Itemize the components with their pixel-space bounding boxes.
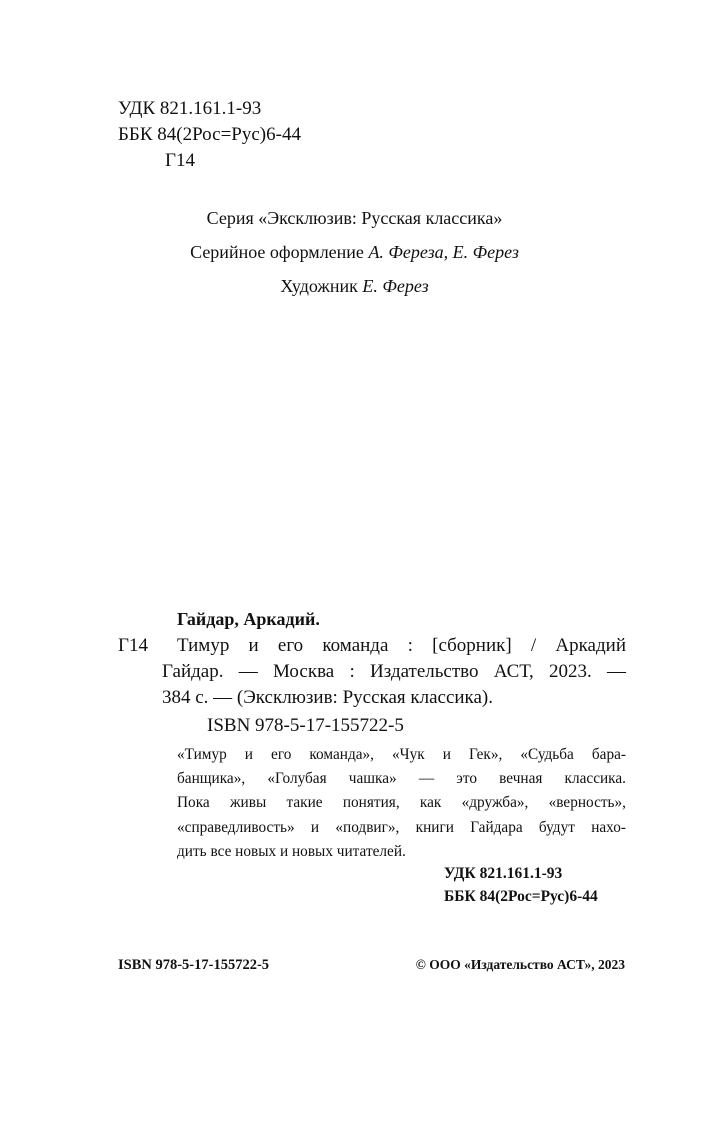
design-names: А. Фереза, Е. Ферез xyxy=(368,242,519,262)
annotation-line-3: Пока живы такие понятия, как «дружба», «верность», xyxy=(177,794,626,812)
catalog-annotation xyxy=(177,743,626,864)
author-mark-top: Г14 xyxy=(165,150,195,171)
catalog-author-heading: Гайдар, Аркадий. xyxy=(177,609,320,629)
annotation-line-5: дить все новых и новых читателей. xyxy=(177,842,406,860)
catalog-udk: УДК 821.161.1-93 xyxy=(444,865,563,882)
footer-isbn: ISBN 978-5-17-155722-5 xyxy=(118,957,270,973)
catalog-bbk: ББК 84(2Рос=Рус)6-44 xyxy=(444,888,598,905)
udk-code-top: УДК 821.161.1-93 xyxy=(118,98,262,119)
annotation-line-4: «справедливость» и «подвиг», книги Гайдара будут нахо- xyxy=(177,818,626,836)
bbk-code-top: ББК 84(2Рос=Рус)6-44 xyxy=(118,124,301,145)
description-line-3: 384 с. — (Эксклюзив: Русская классика). xyxy=(162,687,494,708)
description-line-1: Тимур и его команда : [сборник] / Аркадий xyxy=(177,635,626,656)
catalog-description xyxy=(162,633,626,711)
artist-prefix: Художник xyxy=(280,276,363,296)
series-line: Серия «Эксклюзив: Русская классика» xyxy=(206,208,503,228)
catalog-isbn: ISBN 978-5-17-155722-5 xyxy=(207,715,404,736)
artist-name: Е. Ферез xyxy=(362,276,429,296)
footer-copyright: © ООО «Издательство АСТ», 2023 xyxy=(415,957,625,972)
design-line xyxy=(0,240,709,264)
annotation-line-2: банщика», «Голубая чашка» — это вечная классика. xyxy=(177,770,626,788)
description-line-2: Гайдар. — Москва : Издательство АСТ, 2023. — xyxy=(162,661,626,682)
artist-line xyxy=(0,274,709,298)
catalog-author-mark: Г14 xyxy=(118,635,148,656)
design-prefix: Серийное оформление xyxy=(190,242,369,262)
annotation-line-1: «Тимур и его команда», «Чук и Гек», «Судьба бара- xyxy=(177,746,626,763)
